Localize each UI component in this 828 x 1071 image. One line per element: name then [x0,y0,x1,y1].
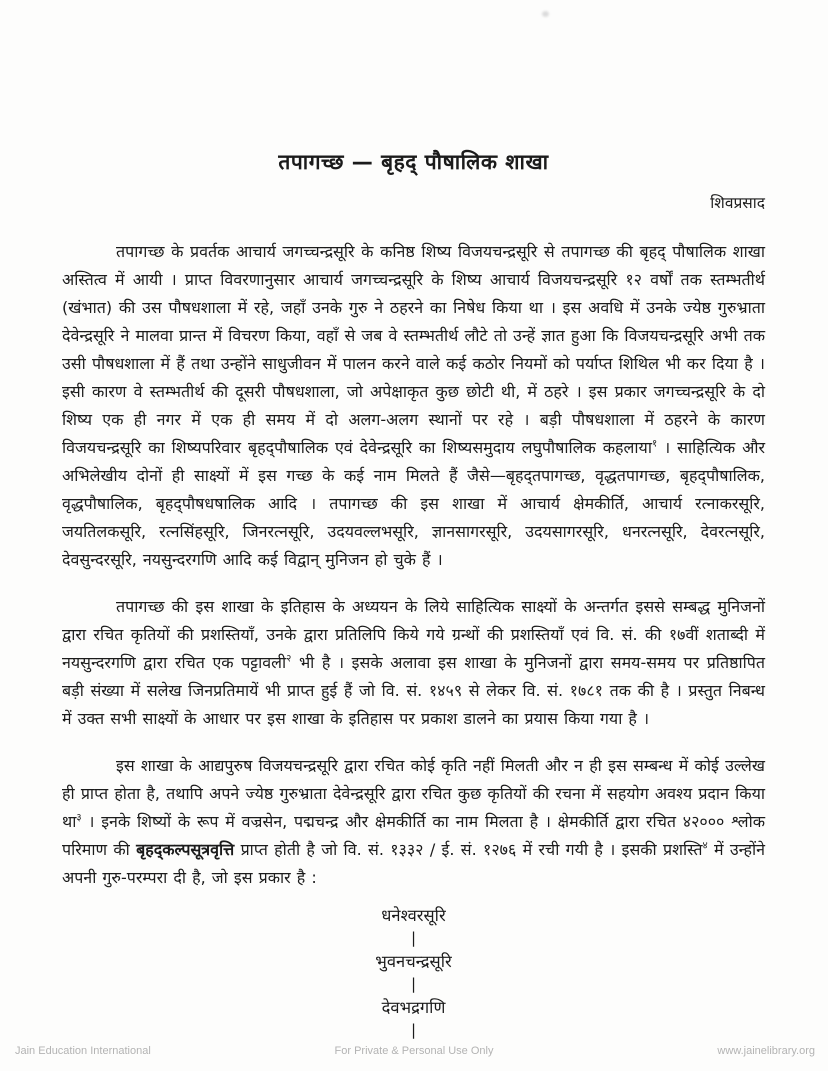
footnote-ref-2: २ [286,653,292,665]
paragraph-3-text: । इनके शिष्यों के रूप में वज्रसेन, पद्मचन्द्र और क्षेमकीर्ति का नाम मिलता है । क्षेमकीर्ति द्वारा रचित ४२००० श्लोक परिमाण की [62,812,765,859]
lineage-connector: | [410,975,417,993]
paragraph-2-text: भी है । इसके अलावा इस शाखा के मुनिजनों द्वारा समय-समय पर प्रतिष्ठापित बड़ी संख्या में सलेख जिनप्रतिमायें भी प्राप्त हुई हैं जो वि. सं. १४५९ से लेकर वि. सं. १७८१ तक की है । प्रस्तुत निबन्ध में उक्त सभी साक्ष्यों के आधार पर इस शाखा के इतिहास पर प्रकाश डालने का प्रयास किया गया है । [62,653,765,728]
lineage-name-1: धनेश्वरसूरि [381,906,446,925]
work-title-bold: बृहद्कल्पसूत्रवृत्ति [136,840,235,859]
paragraph-2 [62,593,765,733]
footnote-ref-4: ४ [702,840,708,852]
paragraph-1 [62,238,765,574]
paragraph-3 [62,752,765,892]
paragraph-1-text: । साहित्यिक और अभिलेखीय दोनों ही साक्ष्यों में इस गच्छ के कई नाम मिलते हैं जैसे—बृहद्तपागच्छ, वृद्धतपागच्छ, बृहद्पौषालिक, वृद्धपौषालिक, बृहद्पौषधषालिक आदि । तपागच्छ की इस शाखा में आचार्य क्षेमकीर्ति, आचार्य रत्नाकरसूरि, जयतिलकसूरि, रत्नसिंहसूरि, जिनरत्नसूरि, उदयवल्लभसूरि, ज्ञानसागरसूरि, उदयसागरसूरि, धनरत्नसूरि, देवरत्नसूरि, देवसुन्दरसूरि, नयसुन्दरगणि आदि कई विद्वान् मुनिजन हो चुके हैं । [62,438,766,569]
paragraph-3-text: प्राप्त होती है जो वि. सं. १३३२ / ई. सं. १२७६ में रची गयी है । इसकी प्रशस्ति [234,840,703,859]
page-title: तपागच्छ — बृहद् पौषालिक शाखा [278,150,549,174]
page-footer [0,1045,828,1059]
paragraph-3-text: इस शाखा के आद्यपुरुष विजयचन्द्रसूरि द्वारा रचित कोई कृति नहीं मिलती और न ही इस सम्बन्ध में कोई उल्लेख ही प्राप्त होता है, तथापि अपने ज्येष्ठ गुरुभ्राता देवेन्द्रसूरि द्वारा रचित कुछ कृतियों की रचना में सहयोग अवश्य प्रदान किया था [62,756,765,831]
footnote-ref-3: ३ [76,812,82,824]
lineage-diagram [62,904,765,1042]
lineage-name-2: भुवनचन्द्रसूरि [375,952,452,971]
paragraph-1-text: तपागच्छ के प्रवर्तक आचार्य जगच्चन्द्रसूरि के कनिष्ठ शिष्य विजयचन्द्रसूरि से तपागच्छ की बृहद् पौषालिक शाखा अस्तित्व में आयी । प्राप्त विवरणानुसार आचार्य जगच्चन्द्रसूरि के शिष्य आचार्य विजयचन्द्रसूरि १२ वर्षों तक स्तम्भतीर्थ (खंभात) की उस पौषधशाला में रहे, जहाँ उनके गुरु ने ठहरने का निषेध किया था । इस अवधि में उनके ज्येष्ठ गुरुभ्राता देवेन्द्रसूरि ने मालवा प्रान्त में विचरण किया, वहाँ से जब वे स्तम्भतीर्थ लौटे तो उन्हें ज्ञात हुआ कि विजयचन्द्रसूरि अभी तक उसी पौषधशाला में हैं तथा उन्होंने साधुजीवन में पालन करने वाले कई कठोर नियमों को पर्याप्त शिथिल भी कर दिया है । इसी कारण वे स्तम्भतीर्थ की दूसरी पौषधशाला, जो अपेक्षाकृत कुछ छोटी थी, में ठहरे । इस प्रकार जगच्चन्द्रसूरि के दो शिष्य एक ही नगर में एक ही समय में दो अलग-अलग स्थानों पर रहे । बड़ी पौषधशाला में ठहरने के कारण विजयचन्द्रसूरि का शिष्यपरिवार बृहद्पौषालिक एवं देवेन्द्रसूरि का शिष्यसमुदाय लघुपौषालिक कहलाया [62,242,765,457]
scan-artifact-speck [542,11,549,17]
author-name: शिवप्रसाद [710,194,765,212]
lineage-connector: | [410,929,417,947]
paragraph-3-text: में उन्होंने अपनी गुरु-परम्परा दी है, जो इस प्रकार है : [62,840,765,887]
lineage-connector: | [410,1021,417,1039]
footer-right-text: www.jainelibrary.org [717,1045,815,1057]
footer-center-text: For Private & Personal Use Only [334,1045,494,1057]
paragraph-2-text: तपागच्छ की इस शाखा के इतिहास के अध्ययन के लिये साहित्यिक साक्ष्यों के अन्तर्गत इससे सम्बद्ध मुनिजनों द्वारा रचित कृतियों की प्रशस्तियाँ, उनके द्वारा प्रतिलिपि किये गये ग्रन्थों की प्रशस्तियाँ एवं वि. सं. की १७वीं शताब्दी में नयसुन्दरगणि द्वारा रचित एक पट्टावली [62,597,765,672]
footnote-ref-1: १ [651,438,658,450]
footer-left-text: Jain Education International [15,1045,151,1057]
lineage-name-3: देवभद्रगणि [381,998,446,1017]
